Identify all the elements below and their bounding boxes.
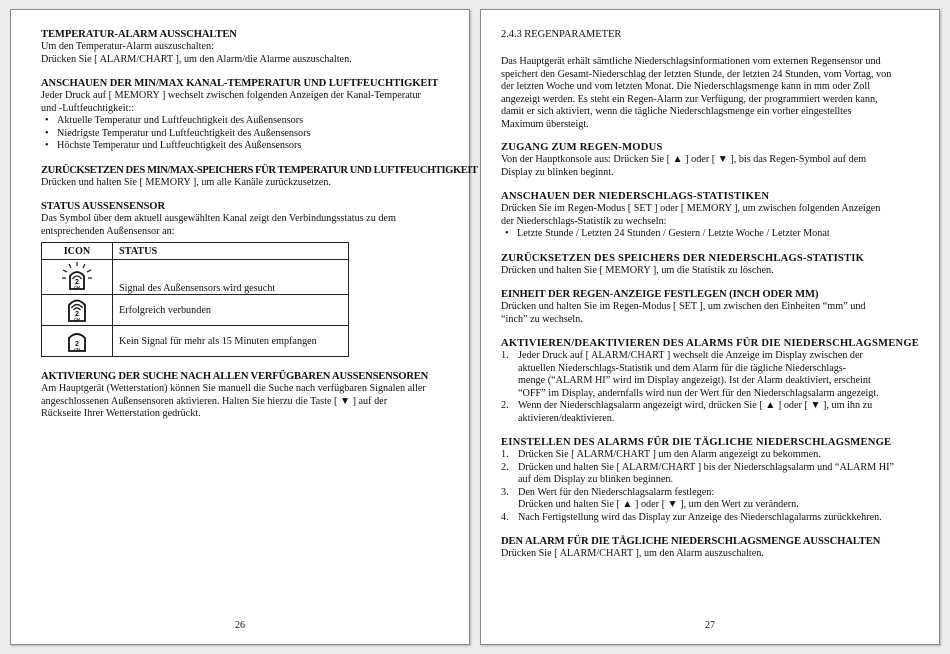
- list-number: 2.: [501, 461, 509, 473]
- text-line: aktuellen Niederschlags-Statistik und dem Alarm für die tägliche Niederschlags-: [518, 362, 847, 374]
- text-line: “inch” zu wechseln.: [501, 313, 583, 325]
- section-rain-mode: [501, 142, 915, 179]
- list-item: [501, 350, 915, 400]
- svg-text:2: 2: [75, 279, 79, 286]
- section-title: TEMPERATUR-ALARM AUSSCHALTEN: [41, 29, 237, 40]
- text-line: Um den Temperatur-Alarm auszuschalten:: [41, 41, 214, 52]
- bullet-list: [41, 115, 449, 153]
- text-line: Display zu blinken beginnt.: [501, 166, 614, 178]
- text-line: Drücken Sie [ ALARM/CHART ], um den Alarm/die Alarme auszuschalten.: [41, 53, 352, 65]
- section-alarm-toggle: [501, 338, 920, 425]
- text-line: angeschlossenen Außensensoren aktivieren. Halten Sie hierzu die Taste [ ▼ ] auf der: [41, 395, 388, 407]
- text-line: Von der Hauptkonsole aus: Drücken Sie [ ▲ ] oder [ ▼ ], bis das Regen-Symbol auf dem: [501, 154, 867, 165]
- table-header-status: STATUS: [113, 243, 349, 260]
- section-title: EINSTELLEN DES ALARMS FÜR DIE TÄGLICHE NIEDERSCHLAGSMENGE: [501, 437, 892, 448]
- section-title: STATUS AUSSENSENSOR: [41, 201, 165, 212]
- sensor-searching-icon: [60, 261, 94, 294]
- text-line: Drücken und halten Sie im Regen-Modus [ SET ], um zwischen den Einheiten “mm” und: [501, 301, 866, 312]
- section-rain-stats: [501, 191, 915, 241]
- text-line: auf dem Display zu blinken beginnen.: [518, 474, 674, 485]
- text-line: Drücken und halten Sie [ ALARM/CHART ] bis der Niederschlagsalarm und “ALARM HI”: [518, 461, 895, 473]
- list-item: [501, 511, 915, 525]
- section-title: AKTIVIERUNG DER SUCHE NACH ALLEN VERFÜGBAREN AUSSENSENSOREN: [41, 371, 429, 382]
- text-line: damit er sich aktiviert, wenn die tägliche Niederschlagsmenge ein vorher eingestelltes: [501, 106, 852, 117]
- sensor-no-signal-icon: [65, 328, 89, 355]
- section-title: DEN ALARM FÜR DIE TÄGLICHE NIEDERSCHLAGSMENGE AUSSCHALTEN: [501, 536, 881, 547]
- numbered-list: [501, 350, 915, 425]
- section-sensor-search: [41, 371, 449, 421]
- table-row: [42, 260, 349, 295]
- text-line: menge (“ALARM HI” wird im Display angezeigt). Ist der Alarm deaktiviert, erscheint: [518, 375, 871, 386]
- section-title: EINHEIT DER REGEN-ANZEIGE FESTLEGEN (INCH ODER MM): [501, 289, 819, 300]
- section-title: ANSCHAUEN DER NIEDERSCHLAGS-STATISTIKEN: [501, 191, 770, 202]
- section-alarm-set: [501, 437, 915, 524]
- text-line: Den Wert für den Niederschlagsalarm festlegen:: [518, 486, 715, 498]
- status-text: Signal des Außensensors wird gesucht: [113, 260, 349, 295]
- list-item: [501, 449, 915, 462]
- section-rain-params: [501, 29, 915, 131]
- list-item: • Aktuelle Temperatur und Luftfeuchtigkeit des Außensensors: [57, 115, 449, 128]
- table-row: [42, 295, 349, 326]
- list-item: [501, 400, 915, 425]
- status-text: Kein Signal für mehr als 15 Minuten empfangen: [113, 326, 349, 357]
- section-rain-unit: [501, 289, 915, 326]
- text-line: Drücken Sie im Regen-Modus [ SET ] oder [ MEMORY ], um zwischen folgenden Anzeigen: [501, 203, 881, 214]
- text-line: Wenn der Niederschlagsalarm angezeigt wird, drücken Sie [ ▲ ] oder [ ▼ ], um ihn zu: [518, 400, 873, 411]
- text-line: “OFF” im Display, andernfalls wird nun der Wert für den Niederschlagsalarm angezeigt.: [518, 387, 879, 399]
- text-line: Maximum übersteigt.: [501, 118, 589, 130]
- text-line: entsprechenden Außensensor an:: [41, 225, 175, 237]
- text-line: Drücken und halten Sie [ MEMORY ], um die Statistik zu löschen.: [501, 264, 774, 276]
- text-line: Jeder Druck auf [ ALARM/CHART ] wechselt die Anzeige im Display zwischen der: [518, 350, 863, 361]
- svg-text:CH: CH: [74, 284, 80, 290]
- section-minmax-reset: [41, 164, 478, 190]
- text-line: Rückseite Ihrer Wetterstation gedrückt.: [41, 408, 201, 419]
- text-line: der Niederschlags-Statistik zu wechseln:: [501, 215, 667, 227]
- section-alarm-off: [501, 536, 915, 561]
- text-line: Das Symbol über dem aktuell ausgewählten Kanal zeigt den Verbindungsstatus zu dem: [41, 213, 396, 224]
- section-title: AKTIVIEREN/DEAKTIVIEREN DES ALARMS FÜR DIE NIEDERSCHLAGSMENGE: [501, 338, 920, 349]
- list-item: • Niedrigste Temperatur und Luftfeuchtigkeit des Außensensors: [57, 128, 449, 141]
- list-number: 4.: [501, 511, 509, 523]
- sensor-connected-icon: [65, 296, 89, 325]
- section-minmax-view: [41, 78, 449, 153]
- text-line: der letzten Woche und vom letzten Monat. Die Niederschlagsmenge kann in mm oder Zoll: [501, 81, 871, 92]
- list-item: • Höchste Temperatur und Luftfeuchtigkeit des Außensensors: [57, 140, 449, 153]
- text-line: und -Luftfeuchtigkeit::: [41, 102, 135, 114]
- text-line: angezeigt werden. Es steht ein Regen-Alarm zur Verfügung, der programmiert werden kann,: [501, 93, 878, 105]
- list-number: 1.: [501, 350, 509, 361]
- list-number: 2.: [501, 400, 509, 411]
- text-line: Das Hauptgerät erhält sämtliche Niederschlagsinformationen vom externen Regensensor und: [501, 56, 881, 67]
- text-line: aktivieren/deaktivieren.: [518, 412, 615, 424]
- right-page: [480, 9, 940, 645]
- text-line: Drücken und halten Sie [ ▲ ] oder [ ▼ ], um den Wert zu verändern.: [518, 499, 799, 510]
- page-number: 26: [235, 620, 245, 631]
- list-number: 3.: [501, 486, 509, 498]
- chapter-heading: 2.4.3 REGENPARAMETER: [501, 29, 622, 40]
- section-title: ZUGANG ZUM REGEN-MODUS: [501, 142, 663, 153]
- text-line: Jeder Druck auf [ MEMORY ] wechselt zwischen folgenden Anzeigen der Kanal-Temperatur: [41, 90, 421, 101]
- section-title: ZURÜCKSETZEN DES SPEICHERS DER NIEDERSCHLAGS-STATISTIK: [501, 252, 865, 264]
- text-line: Drücken Sie [ ALARM/CHART ], um den Alarm auszuschalten.: [501, 548, 764, 559]
- page-number: 27: [705, 620, 715, 631]
- text-line: Am Hauptgerät (Wetterstation) können Sie manuell die Suche nach verfügbaren Signalen aller: [41, 383, 426, 394]
- svg-text:CH: CH: [74, 316, 80, 321]
- sensor-status-table: [41, 242, 349, 357]
- table-header-icon: ICON: [42, 243, 113, 260]
- left-page: [10, 9, 478, 645]
- section-title: ZURÜCKSETZEN DES MIN/MAX-SPEICHERS FÜR TEMPERATUR UND LUFTFEUCHTIGKEIT: [41, 164, 478, 176]
- numbered-list: [501, 449, 915, 524]
- table-row: [42, 326, 349, 357]
- section-sensor-status: [41, 201, 449, 238]
- svg-text:2: 2: [75, 340, 79, 348]
- text-line: Nach Fertigstellung wird das Display zur Anzeige des Niederschlagalarms zurückkehren.: [518, 511, 882, 523]
- svg-text:2: 2: [75, 310, 79, 318]
- list-item: [501, 486, 915, 512]
- list-number: 1.: [501, 449, 509, 460]
- text-line: Drücken und halten Sie [ MEMORY ], um alle Kanäle zurückzusetzen.: [41, 176, 331, 188]
- svg-text:CH: CH: [74, 346, 80, 351]
- text-line: speichert den Gesamt-Niederschlag der letzten Stunde, der letzten 24 Stunden, vom Vortag, von: [501, 68, 892, 80]
- list-item: • Letzte Stunde / Letzten 24 Stunden / Gestern / Letzte Woche / Letzter Monat: [517, 228, 915, 241]
- status-text: Erfolgreich verbunden: [113, 295, 349, 326]
- section-rain-reset: [501, 253, 915, 278]
- section-title: ANSCHAUEN DER MIN/MAX KANAL-TEMPERATUR UND LUFTFEUCHTIGKEIT: [41, 78, 439, 89]
- section-temp-alarm-off: [41, 29, 449, 66]
- bullet-list: [501, 228, 915, 241]
- text-line: Drücken Sie [ ALARM/CHART ] um den Alarm angezeigt zu bekommen.: [518, 449, 821, 460]
- list-item: [501, 461, 915, 487]
